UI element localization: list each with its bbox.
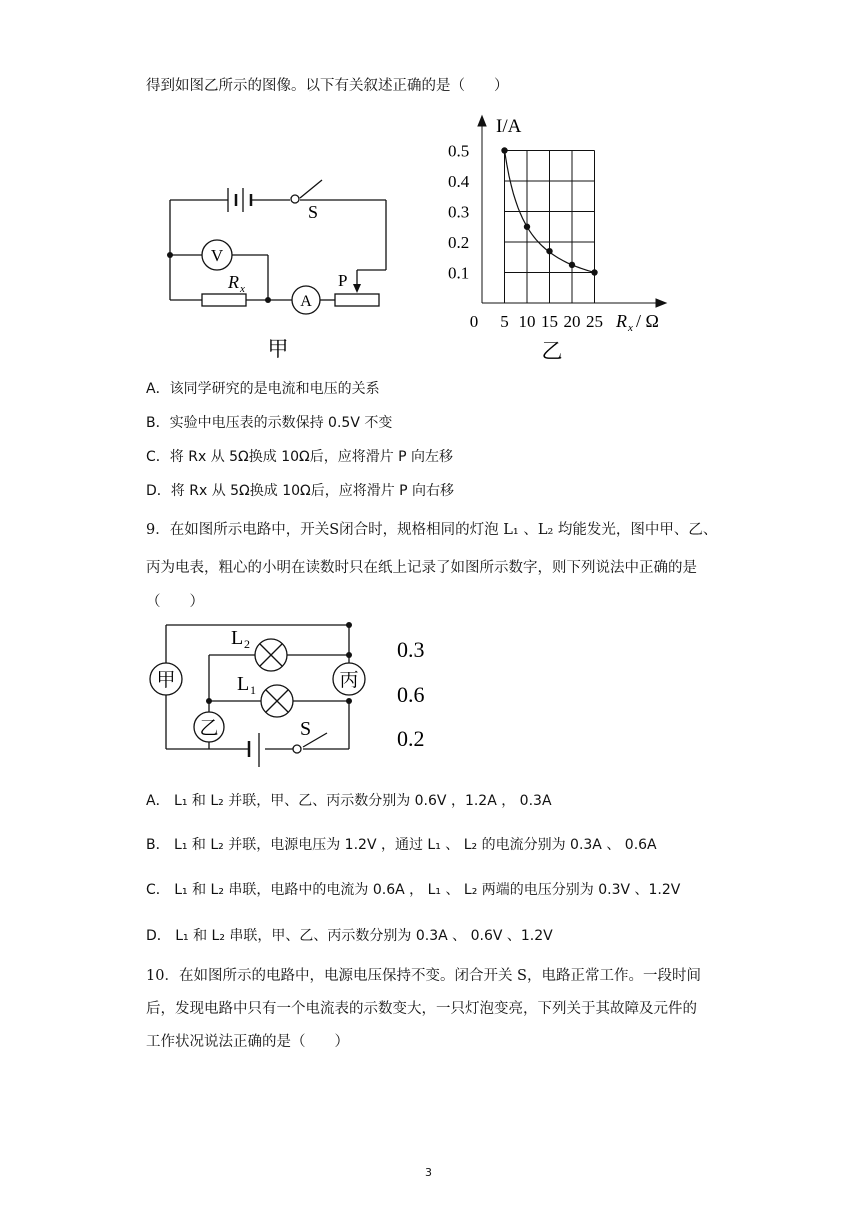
reading-3: 0.2 [397, 726, 425, 751]
q9-switch-label: S [300, 718, 312, 740]
q9-stem-line3: （ ） [146, 594, 204, 610]
switch-label: S [308, 202, 319, 222]
ammeter-label: A [300, 293, 312, 310]
meter-jia-label: 甲 [156, 670, 176, 691]
resistor-label: R [228, 272, 239, 292]
lamp-l1-label: L [237, 673, 250, 695]
data-point [569, 262, 575, 268]
data-point [546, 248, 552, 254]
q9-option-b[interactable]: B． L₁ 和 L₂ 并联，电源电压为 1.2V ，通过 L₁ 、 L₂ 的电流分别为 0.3A 、 0.6A [146, 837, 657, 853]
q10-line2: 后，发现电路中只有一个电流表的示数变大，一只灯泡变亮，下列关于其故障及元件的 [146, 1001, 697, 1017]
lamp-l2-label: L [231, 627, 244, 649]
lamp-l1-subscript: 1 [250, 683, 256, 697]
y-axis-label: I/A [496, 116, 522, 137]
q8-intro: 得到如图乙所示的图像。以下有关叙述正确的是（ ） [146, 78, 509, 94]
switch-blade [300, 180, 322, 198]
q9-circuit-figure [145, 615, 455, 775]
y-axis-arrow [478, 116, 486, 126]
origin-label: 0 [469, 312, 479, 331]
x-tick-label: 5 [500, 312, 509, 331]
reading-1: 0.3 [397, 637, 425, 662]
q9-option-c[interactable]: C． L₁ 和 L₂ 串联，电路中的电流为 0.6A ， L₁ 、 L₂ 两端的电压分别为 0.3V 、1.2V [146, 882, 681, 898]
lamp-l2-subscript: 2 [244, 637, 250, 651]
figure-caption-jia: 甲 [267, 337, 289, 361]
reading-2: 0.6 [397, 682, 425, 707]
q8-graph-figure [440, 110, 680, 370]
q8-option-d[interactable]: D．将 Rx 从 5Ω换成 10Ω后，应将滑片 P 向右移 [146, 483, 455, 499]
x-axis-unit: / Ω [636, 311, 659, 331]
data-point [524, 224, 530, 230]
x-tick-label: 10 [518, 312, 536, 331]
meter-bing-label: 丙 [339, 670, 359, 691]
x-axis-label: R [616, 311, 627, 331]
y-tick-label: 0.2 [448, 233, 470, 252]
resistor-subscript: x [240, 283, 245, 295]
y-tick-label: 0.4 [448, 172, 470, 191]
switch-pivot [291, 195, 299, 203]
q9-option-d[interactable]: D． L₁ 和 L₂ 串联，甲、乙、丙示数分别为 0.3A 、 0.6V 、1.2V [146, 928, 553, 944]
data-point [591, 269, 597, 275]
x-tick-label: 15 [541, 312, 558, 331]
q9-stem-line1: 9．在如图所示电路中，开关S闭合时，规格相同的灯泡 L₁ 、L₂ 均能发光，图中甲、乙、 [146, 522, 718, 538]
q8-option-a[interactable]: A．该同学研究的是电流和电压的关系 [146, 381, 380, 397]
q8-option-b[interactable]: B．实验中电压表的示数保持 0.5V 不变 [146, 415, 393, 431]
page-number: 3 [425, 1166, 432, 1179]
q8-circuit-figure [150, 160, 410, 370]
y-tick-label: 0.3 [448, 202, 470, 222]
meter-yi-label: 乙 [199, 718, 219, 739]
slider-label: P [338, 271, 348, 290]
y-tick-label: 0.5 [448, 141, 470, 161]
x-tick-label: 25 [586, 312, 603, 331]
q9-option-a[interactable]: A． L₁ 和 L₂ 并联，甲、乙、丙示数分别为 0.6V ，1.2A ， 0.3A [146, 793, 552, 809]
slider-arrow-icon [353, 284, 361, 293]
q9-switch-pivot [293, 745, 301, 753]
q8-option-c[interactable]: C．将 Rx 从 5Ω换成 10Ω后，应将滑片 P 向左移 [146, 449, 454, 465]
x-axis-arrow [656, 299, 666, 307]
q9-stem-line2: 丙为电表，粗心的小明在读数时只在纸上记录了如图所示数字，则下列说法中正确的是 [146, 560, 697, 576]
figure-caption-yi: 乙 [541, 339, 563, 363]
data-point [501, 147, 507, 153]
q10-line1: 10．在如图所示的电路中，电源电压保持不变。闭合开关 S，电路正常工作。一段时间 [146, 968, 701, 984]
q10-line3: 工作状况说法正确的是（ ） [146, 1034, 349, 1050]
voltmeter-label: V [210, 246, 224, 265]
y-tick-label: 0.1 [448, 263, 470, 283]
x-tick-label: 20 [563, 312, 581, 331]
x-axis-label-subscript: x [628, 322, 633, 334]
